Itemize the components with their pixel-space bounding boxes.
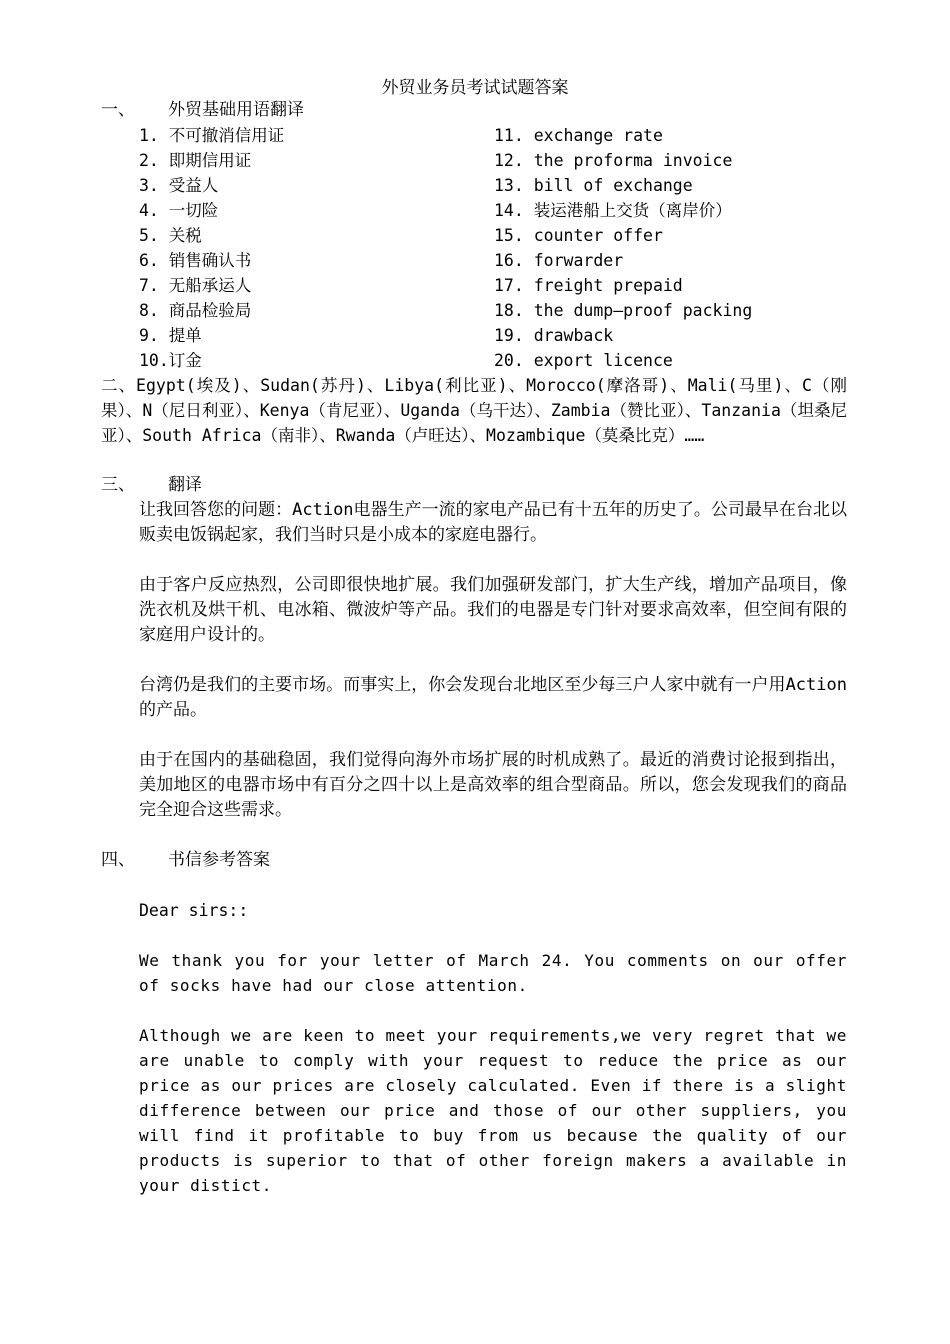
list-item: 5. 关税 <box>139 226 202 245</box>
section3-number: 三、 <box>101 475 135 495</box>
section3-heading: 翻译 <box>168 475 202 495</box>
list-item: 8. 商品检验局 <box>139 301 252 320</box>
section1-number: 一、 <box>101 100 135 120</box>
letter-paragraph: Although we are keen to meet your requirements,we very regret that we are unable to comply with your request to reduce the price as our price as our prices are closely calculated. Even if there is a slight difference between our price and those of our other suppliers, you will find it profitable to buy from us because the quality of our products is superior to that of other foreign makers a available in your distict. <box>139 1026 847 1195</box>
list-item: 20. export licence <box>494 351 673 370</box>
list-item: 4. 一切险 <box>139 201 219 220</box>
list-item: 18. the dump—proof packing <box>494 301 753 320</box>
list-item: 19. drawback <box>494 326 614 345</box>
translation-paragraph: 台湾仍是我们的主要市场。而事实上，你会发现台北地区至少每三户人家中就有一户用Action的产品。 <box>139 675 847 720</box>
letter-salutation: Dear sirs:: <box>139 901 249 920</box>
list-item: 14. 装运港船上交货（离岸价） <box>494 201 732 220</box>
list-item: 2. 即期信用证 <box>139 151 252 170</box>
list-item: 6. 销售确认书 <box>139 251 252 270</box>
list-item: 7. 无船承运人 <box>139 276 252 295</box>
list-item: 13. bill of exchange <box>494 176 693 195</box>
translation-paragraph: 由于客户反应热烈，公司即很快地扩展。我们加强研发部门，扩大生产线，增加产品项目，像洗衣机及烘干机、电冰箱、微波炉等产品。我们的电器是专门针对要求高效率，但空间有限的家庭用户设计的。 <box>139 575 847 645</box>
section4-number: 四、 <box>101 850 135 870</box>
translation-paragraph: 由于在国内的基础稳固，我们觉得向海外市场扩展的时机成熟了。最近的消费讨论报到指出，美加地区的电器市场中有百分之四十以上是高效率的组合型商品。所以，您会发现我们的商品完全迎合这些需求。 <box>139 750 847 820</box>
list-item: 16. forwarder <box>494 251 624 270</box>
translation-paragraph: 让我回答您的问题：Action电器生产一流的家电产品已有十五年的历史了。公司最早在台北以贩卖电饭锅起家，我们当时只是小成本的家庭电器行。 <box>139 500 847 545</box>
list-item: 11. exchange rate <box>494 126 663 145</box>
section2-country-list: 二、Egypt(埃及)、Sudan(苏丹)、Libya(利比亚)、Morocco(摩洛哥)、Mali(马里)、C（刚果）、N（尼日利亚）、Kenya（肯尼亚）、Uganda（乌干达）、Zambia（赞比亚）、Tanzania（坦桑尼亚）、South Africa（南非）、Rwanda（卢旺达）、Mozambique（莫桑比克）…… <box>101 376 847 445</box>
list-item: 15. counter offer <box>494 226 663 245</box>
section1-heading: 外贸基础用语翻译 <box>168 100 304 120</box>
list-item: 17. freight prepaid <box>494 276 683 295</box>
section4-heading: 书信参考答案 <box>168 850 270 870</box>
list-item: 1. 不可撤消信用证 <box>139 126 285 145</box>
list-item: 12. the proforma invoice <box>494 151 733 170</box>
page-title: 外贸业务员考试试题答案 <box>381 78 569 98</box>
list-item: 9. 提单 <box>139 326 202 345</box>
list-item: 3. 受益人 <box>139 176 219 195</box>
list-item: 10.订金 <box>139 351 202 370</box>
letter-paragraph: We thank you for your letter of March 24. You comments on our offer of socks have had our close attention. <box>139 951 847 995</box>
